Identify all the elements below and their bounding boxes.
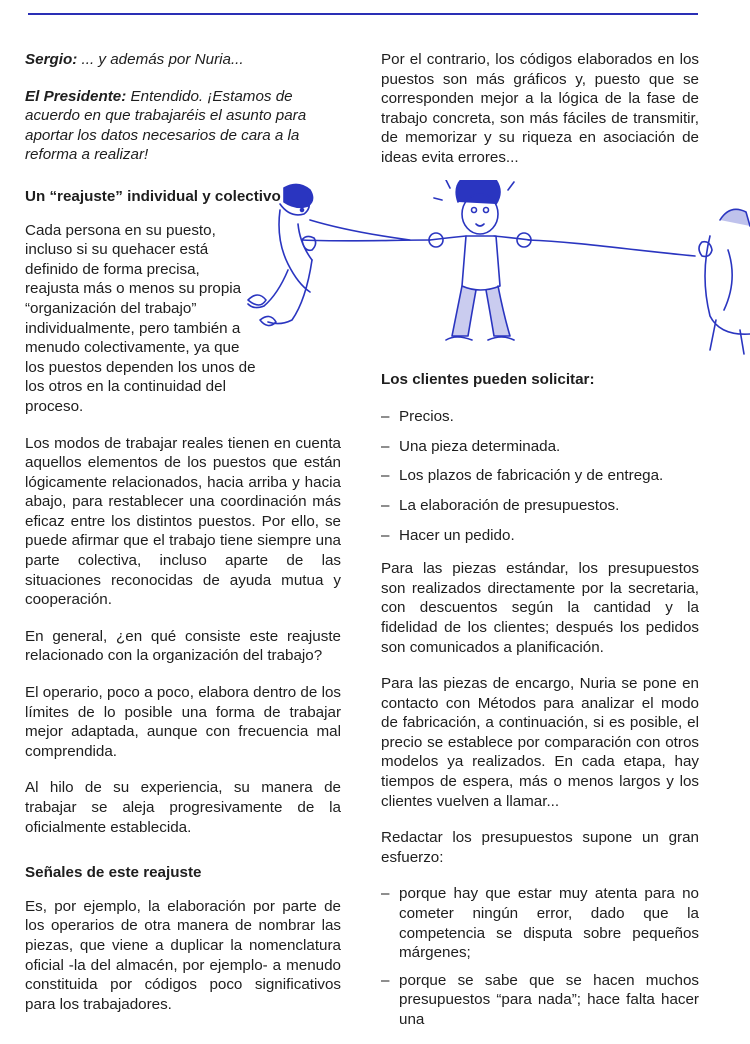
top-rule <box>28 13 698 15</box>
list-item: – porque se sabe que se hacen muchos presupuestos “para nada”; hace falta hacer una <box>381 971 699 1030</box>
clients-heading: Los clientes pueden solicitar: <box>381 370 595 388</box>
tug-of-war-illustration <box>240 180 750 365</box>
paragraph: Para las piezas de encargo, Nuria se pone en contacto con Métodos para analizar el modo de fabricación, a continuación, si es posible, el precio se establece por comparación con otros modelos ya realizados. En cada etapa, hay tiempos de espera, más o menos largos y los clientes vuelven a llamar... <box>381 675 699 810</box>
list-item: – porque hay que estar muy atenta para no cometer ningún error, dado que la competencia se disputa sobre pequeños márgenes; <box>381 884 699 962</box>
section-heading-senales: Señales de este reajuste <box>25 864 202 882</box>
paragraph: Al hilo de su experiencia, su manera de trabajar se aleja progresivamente de la oficialmente establecida. <box>25 779 341 836</box>
list-item: – Una pieza determinada. <box>381 437 699 457</box>
list-item: – La elaboración de presupuestos. <box>381 496 699 516</box>
effort-list <box>381 884 699 1029</box>
left-figure <box>248 184 410 325</box>
paragraph: Es, por ejemplo, la elaboración por parte de los operarios de otra manera de nombrar las piezas, que viene a duplicar la nomenclatura oficial -la del almacén, por ejemplo- a menudo constituida por códigos poco significativos para los trabajadores. <box>25 897 341 1013</box>
paragraph: Redactar los presupuestos supone un gran esfuerzo: <box>381 829 699 866</box>
list-item: – Precios. <box>381 407 699 427</box>
dialogue-line-1: Sergio: ... y además por Nuria... <box>25 51 244 68</box>
paragraph: Los modos de trabajar reales tienen en cuenta aquellos elementos de los puestos que están lógicamente relacionados, hacia arriba y hacia abajo, para restablecer una coordinación más eficaz entre los distintos puestos. Por ello, se puede afirmar que el trabajo tiene siempre una parte colectiva, incluso aparte de las situaciones reconocidas de ayuda mutua y cooperación. <box>25 434 341 609</box>
clients-list <box>381 407 699 545</box>
list-item: – Los plazos de fabricación y de entrega. <box>381 466 699 486</box>
list-item: – Hacer un pedido. <box>381 526 699 546</box>
paragraph: Cada persona en su puesto, incluso si su quehacer está definido de forma precisa, reajusta más o menos su propia “organización del trabajo” individualmente, pero también a menudo colectivamente, ya que los puestos dependen los unos de los otros en la continuidad del proceso. <box>25 221 256 415</box>
paragraph: En general, ¿en qué consiste este reajuste relacionado con la organización del trabajo? <box>25 627 341 665</box>
rope-right <box>528 240 695 256</box>
dialogue-line-2: El Presidente: Entendido. ¡Estamos de acuerdo en que trabajaréis el asunto para aportar los datos necesarios de cara a la reforma a realizar! <box>25 87 307 164</box>
paragraph: Por el contrario, los códigos elaborados en los puestos son más gráficos y, puesto que se corresponden mejor a la lógica de la fase de trabajo concreta, son más fáciles de transmitir, de memorizar y su riqueza en asociación de ideas evita errores... <box>381 51 699 166</box>
right-figure <box>699 209 750 354</box>
center-figure <box>429 180 531 340</box>
paragraph: Para las piezas estándar, los presupuestos son realizados directamente por la secretaria, con descuentos según la cantidad y la fidelidad de los clientes; después los pedidos son comunicados a planificación. <box>381 560 699 656</box>
paragraph: El operario, poco a poco, elabora dentro de los límites de lo posible una forma de trabajar mejor adaptada, aunque con frecuencia mal comprendida. <box>25 684 341 760</box>
section-heading-reajuste: Un “reajuste” individual y colectivo <box>25 187 281 205</box>
rope-left <box>302 240 430 241</box>
